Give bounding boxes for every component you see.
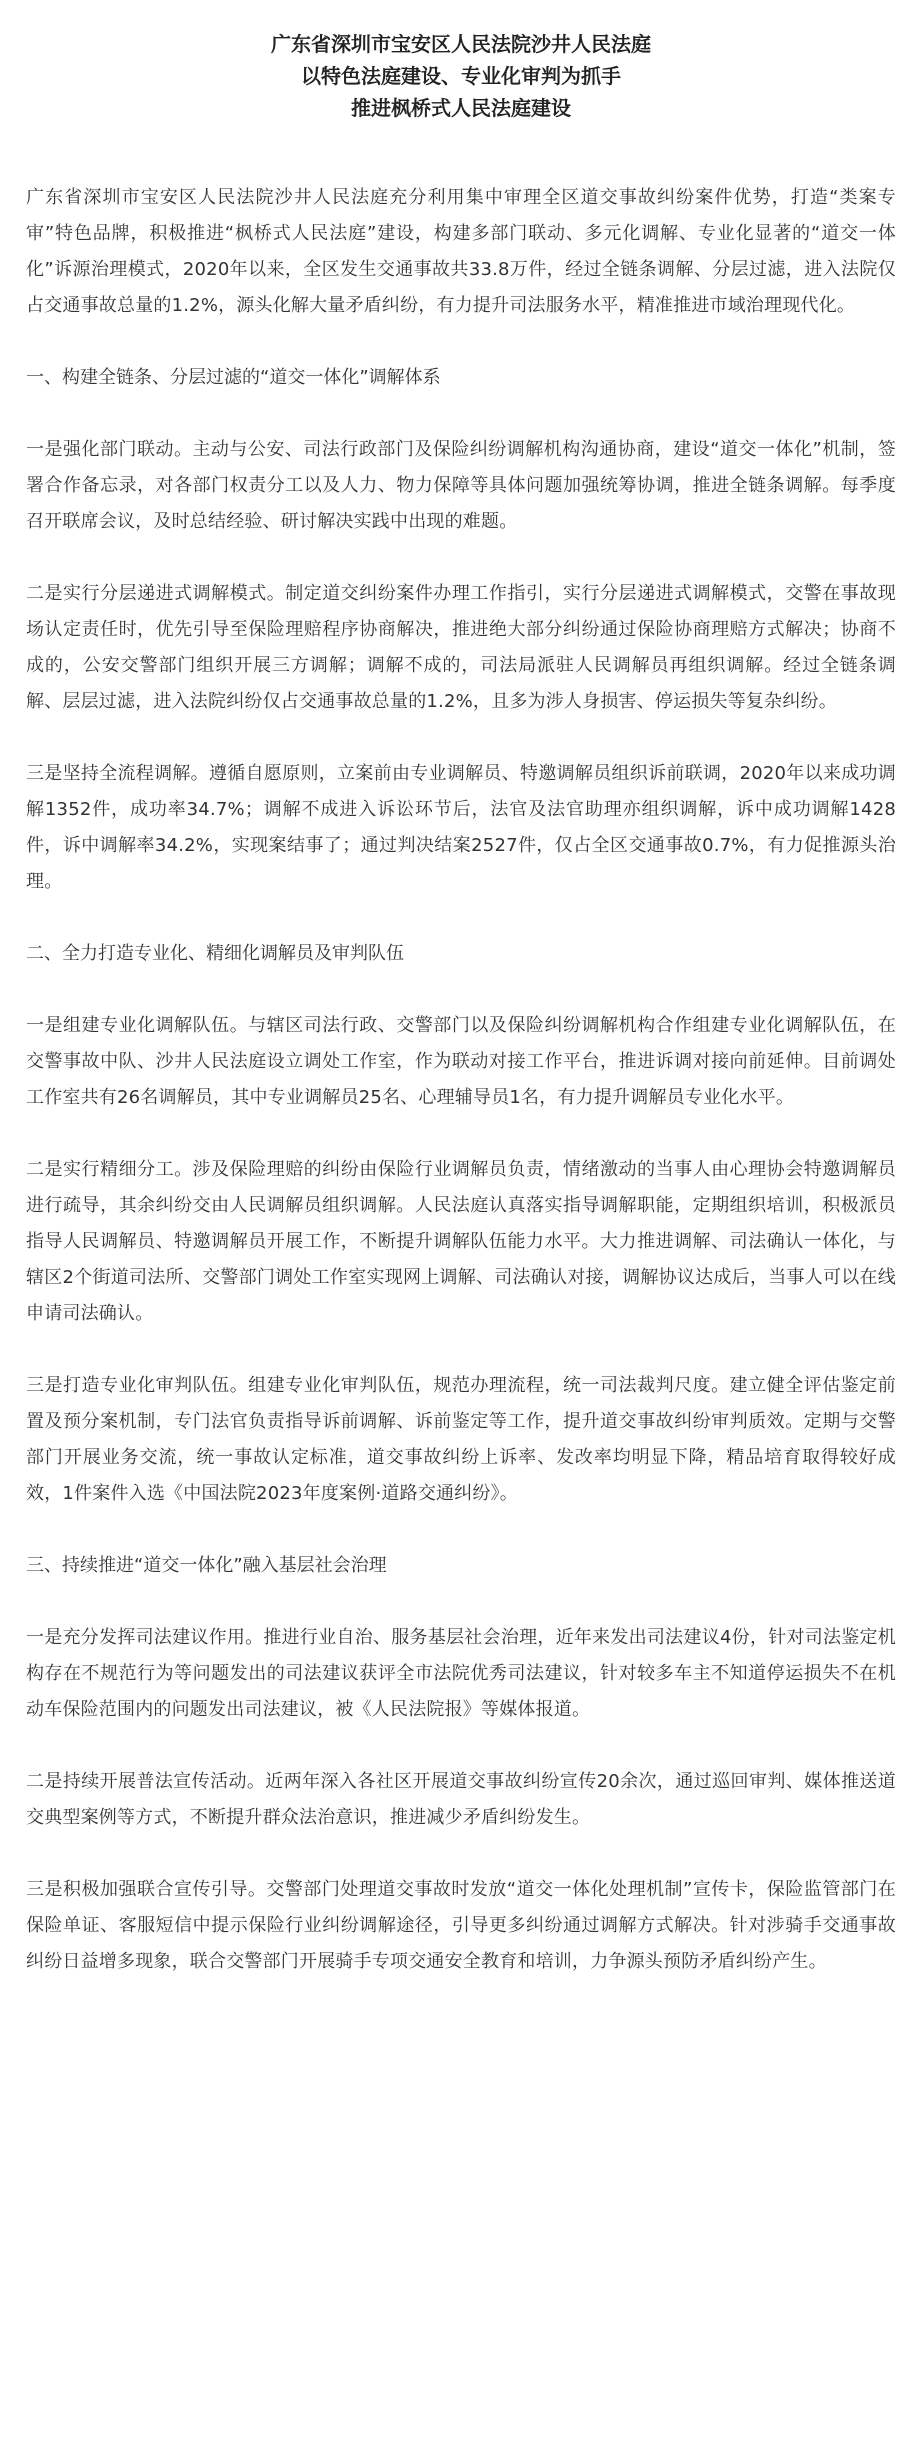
title-line-3: 推进枫桥式人民法庭建设 xyxy=(351,96,571,120)
section-3-heading: 三、持续推进“道交一体化”融入基层社会治理 xyxy=(26,1555,387,1576)
section-1-paragraph-2: 二是实行分层递进式调解模式。制定道交纠纷案件办理工作指引，实行分层递进式调解模式，交警在事故现场认定责任时，优先引导至保险理赔程序协商解决，推进绝大部分纠纷通过保险协商理赔方式解决；协商不成的，公安交警部门组织开展三方调解；调解不成的，司法局派驻人民调解员再组织调解。经过全链条调解、层层过滤，进入法院纠纷仅占交通事故总量的1.2%，且多为涉人身损害、停运损失等复杂纠纷。 xyxy=(26,583,896,712)
section-2-paragraph-1: 一是组建专业化调解队伍。与辖区司法行政、交警部门以及保险纠纷调解机构合作组建专业化调解队伍，在交警事故中队、沙井人民法庭设立调处工作室，作为联动对接工作平台，推进诉调对接向前延伸。目前调处工作室共有26名调解员，其中专业调解员25名、心理辅导员1名，有力提升调解员专业化水平。 xyxy=(26,1015,896,1108)
article-title xyxy=(26,28,896,124)
section-1-heading: 一、构建全链条、分层过滤的“道交一体化”调解体系 xyxy=(26,367,441,388)
title-line-2: 以特色法庭建设、专业化审判为抓手 xyxy=(301,64,621,88)
section-2-paragraph-3: 三是打造专业化审判队伍。组建专业化审判队伍，规范办理流程，统一司法裁判尺度。建立健全评估鉴定前置及预分案机制，专门法官负责指导诉前调解、诉前鉴定等工作，提升道交事故纠纷审判质效。定期与交警部门开展业务交流，统一事故认定标准，道交事故纠纷上诉率、发改率均明显下降，精品培育取得较好成效，1件案件入选《中国法院2023年度案例·道路交通纠纷》。 xyxy=(26,1375,896,1504)
section-3-paragraph-1: 一是充分发挥司法建议作用。推进行业自治、服务基层社会治理，近年来发出司法建议4份，针对司法鉴定机构存在不规范行为等问题发出的司法建议获评全市法院优秀司法建议，针对较多车主不知道停运损失不在机动车保险范围内的问题发出司法建议，被《人民法院报》等媒体报道。 xyxy=(26,1627,896,1720)
section-2-heading: 二、全力打造专业化、精细化调解员及审判队伍 xyxy=(26,943,404,964)
title-line-1: 广东省深圳市宝安区人民法院沙井人民法庭 xyxy=(271,32,651,56)
section-1-paragraph-3: 三是坚持全流程调解。遵循自愿原则，立案前由专业调解员、特邀调解员组织诉前联调，2020年以来成功调解1352件，成功率34.7%；调解不成进入诉讼环节后，法官及法官助理亦组织调解，诉中成功调解1428件，诉中调解率34.2%，实现案结事了；通过判决结案2527件，仅占全区交通事故0.7%，有力促推源头治理。 xyxy=(26,763,896,892)
section-3-paragraph-2: 二是持续开展普法宣传活动。近两年深入各社区开展道交事故纠纷宣传20余次，通过巡回审判、媒体推送道交典型案例等方式，不断提升群众法治意识，推进减少矛盾纠纷发生。 xyxy=(26,1771,896,1828)
section-2-paragraph-2: 二是实行精细分工。涉及保险理赔的纠纷由保险行业调解员负责，情绪激动的当事人由心理协会特邀调解员进行疏导，其余纠纷交由人民调解员组织调解。人民法庭认真落实指导调解职能，定期组织培训，积极派员指导人民调解员、特邀调解员开展工作，不断提升调解队伍能力水平。大力推进调解、司法确认一体化，与辖区2个街道司法所、交警部门调处工作室实现网上调解、司法确认对接，调解协议达成后，当事人可以在线申请司法确认。 xyxy=(26,1159,896,1324)
intro-paragraph: 广东省深圳市宝安区人民法院沙井人民法庭充分利用集中审理全区道交事故纠纷案件优势，打造“类案专审”特色品牌，积极推进“枫桥式人民法庭”建设，构建多部门联动、多元化调解、专业化显著的“道交一体化”诉源治理模式，2020年以来，全区发生交通事故共33.8万件，经过全链条调解、分层过滤，进入法院仅占交通事故总量的1.2%，源头化解大量矛盾纠纷，有力提升司法服务水平，精准推进市域治理现代化。 xyxy=(26,187,896,316)
section-3-paragraph-3: 三是积极加强联合宣传引导。交警部门处理道交事故时发放“道交一体化处理机制”宣传卡，保险监管部门在保险单证、客服短信中提示保险行业纠纷调解途径，引导更多纠纷通过调解方式解决。针对涉骑手交通事故纠纷日益增多现象，联合交警部门开展骑手专项交通安全教育和培训，力争源头预防矛盾纠纷产生。 xyxy=(26,1879,896,1972)
section-1-paragraph-1: 一是强化部门联动。主动与公安、司法行政部门及保险纠纷调解机构沟通协商，建设“道交一体化”机制，签署合作备忘录，对各部门权责分工以及人力、物力保障等具体问题加强统筹协调，推进全链条调解。每季度召开联席会议，及时总结经验、研讨解决实践中出现的难题。 xyxy=(26,439,896,532)
